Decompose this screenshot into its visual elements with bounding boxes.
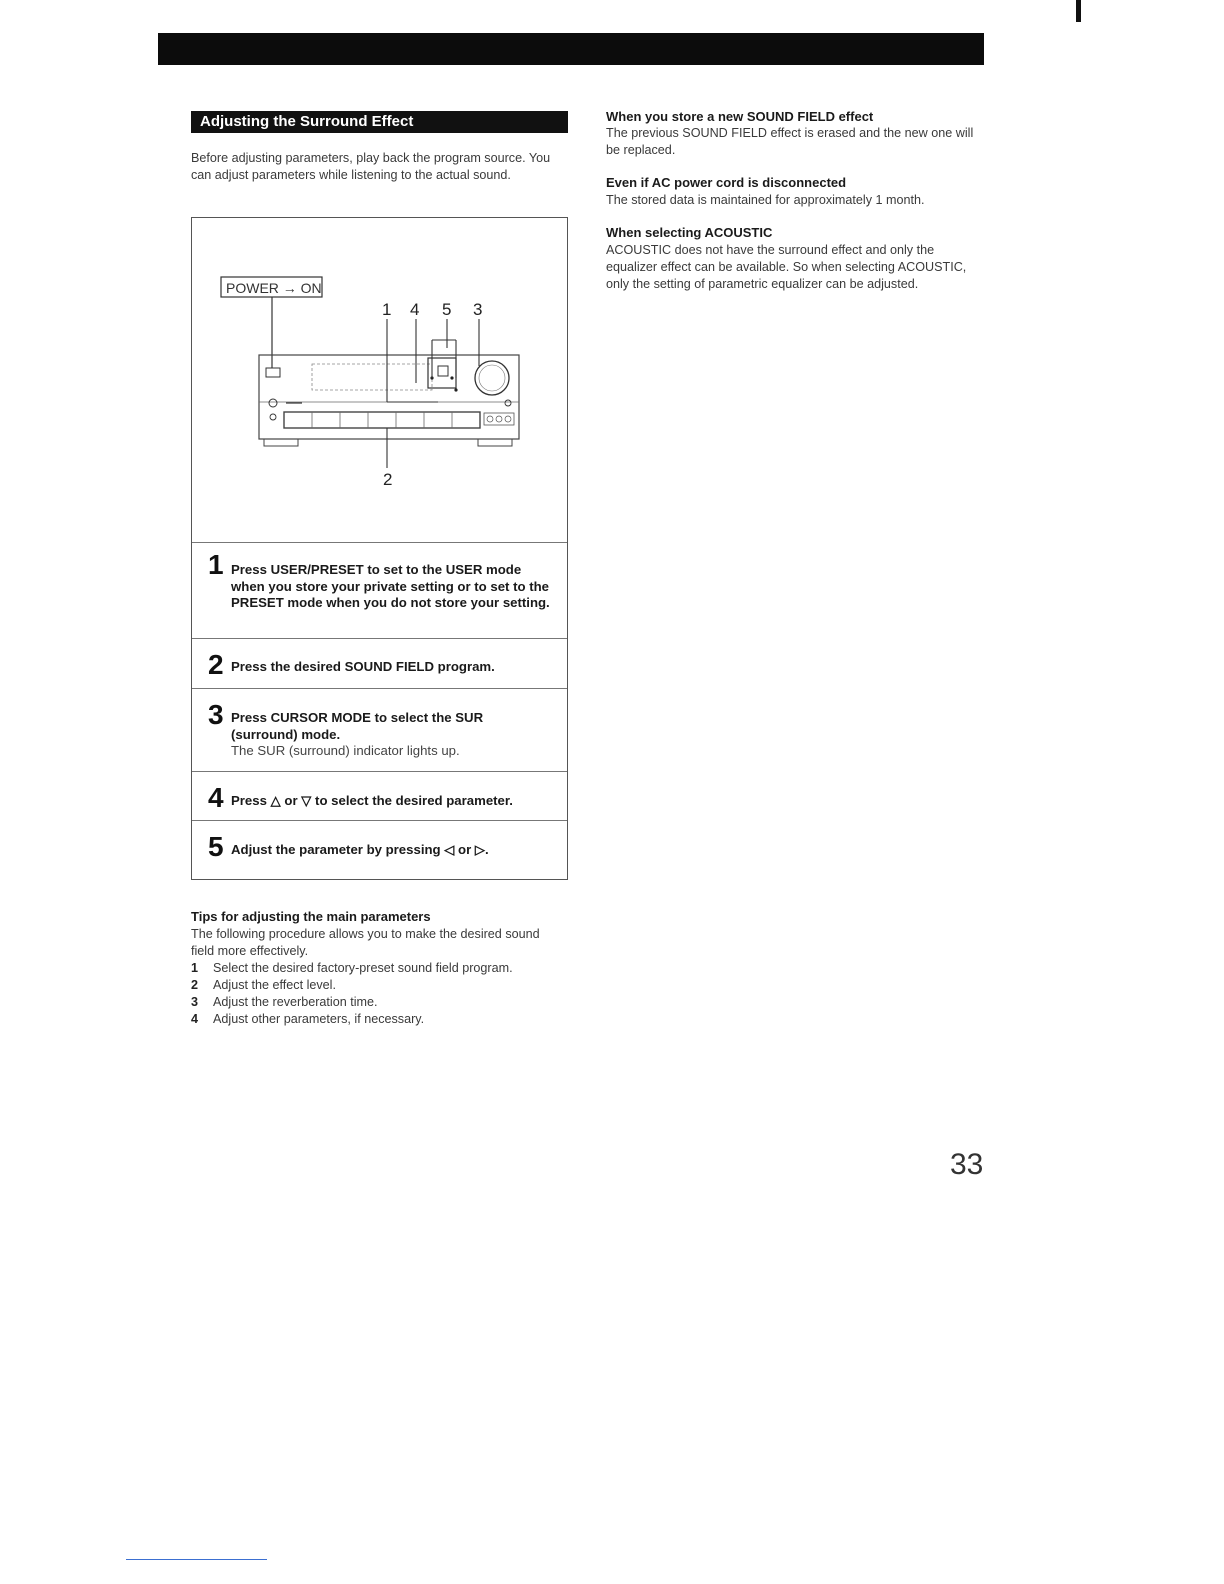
tips-intro: The following procedure allows you to make the desired sound field more effectively.: [191, 927, 540, 958]
step-3-main: Press CURSOR MODE to select the SUR (surround) mode.: [231, 710, 484, 742]
step-2: [192, 638, 567, 688]
power-label: POWER → ON: [226, 280, 322, 296]
footer-line: [126, 1559, 267, 1560]
callout-1: 1: [382, 300, 392, 319]
step-number: 2: [208, 649, 224, 680]
intro-text: Before adjusting parameters, play back the program source. You can adjust parameters while listening to the actual sound.: [191, 151, 551, 182]
store-heading: When you store a new SOUND FIELD effect: [606, 109, 874, 124]
tips-title: Tips for adjusting the main parameters: [191, 909, 431, 924]
list-item: 2 Adjust the effect level.: [191, 978, 336, 992]
receiver-diagram: [192, 218, 567, 542]
instruction-panel: [191, 217, 568, 880]
callout-3: 3: [473, 300, 483, 319]
page-number: 33: [950, 1148, 984, 1181]
list-item: 1 Select the desired factory-preset sound field program.: [191, 961, 513, 975]
step-4: [192, 771, 567, 820]
section-title: Adjusting the Surround Effect: [191, 111, 568, 133]
header-bar: [158, 33, 984, 65]
acoustic-heading: When selecting ACOUSTIC: [606, 225, 773, 240]
step-text: Adjust the parameter by pressing ◁ or ▷.: [231, 842, 489, 857]
ac-heading: Even if AC power cord is disconnected: [606, 175, 847, 190]
callout-5: 5: [442, 300, 452, 319]
step-text: Press USER/PRESET to set to the USER mode when you store your private setting or to set to the PRESET mode when you do not store your setting.: [231, 562, 550, 610]
step-number: 3: [208, 699, 224, 730]
step-1: [192, 542, 567, 638]
step-5: [192, 820, 567, 879]
step-number: 5: [208, 831, 224, 862]
step-text: Press the desired SOUND FIELD program.: [231, 659, 495, 674]
page-edge-mark: [1076, 0, 1081, 22]
step-3: [192, 688, 567, 771]
tips-list: [191, 960, 571, 1028]
step-text: [231, 710, 551, 760]
store-text: The previous SOUND FIELD effect is erased and the new one will be replaced.: [606, 126, 974, 157]
list-item: 3 Adjust the reverberation time.: [191, 995, 378, 1009]
list-item: 4 Adjust other parameters, if necessary.: [191, 1012, 425, 1026]
step-3-sub: The SUR (surround) indicator lights up.: [231, 743, 460, 758]
ac-text: The stored data is maintained for approximately 1 month.: [606, 193, 925, 207]
callout-2: 2: [383, 470, 393, 489]
step-text: Press △ or ▽ to select the desired parameter.: [231, 793, 513, 808]
step-number: 1: [208, 549, 224, 580]
acoustic-text: ACOUSTIC does not have the surround effect and only the equalizer effect can be available. So when selecting ACOUSTIC, only the setting of parametric equalizer can be adjusted.: [606, 243, 967, 291]
step-number: 4: [208, 782, 224, 813]
callout-4: 4: [410, 300, 420, 319]
